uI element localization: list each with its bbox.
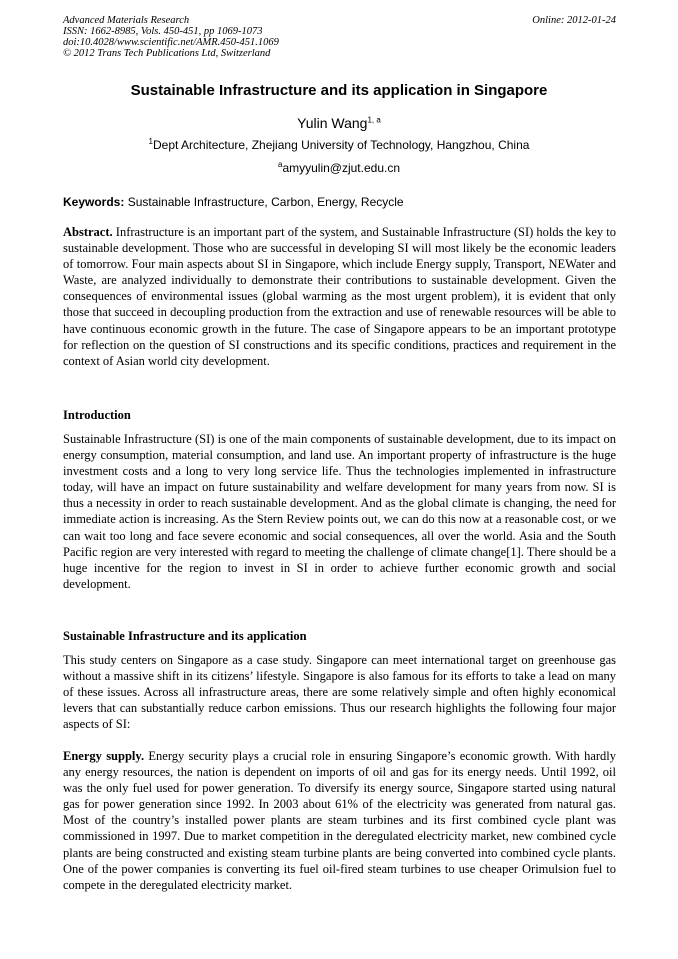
section-heading: Sustainable Infrastructure and its application <box>63 629 307 643</box>
online-date: Online: 2012-01-24 <box>532 15 616 26</box>
affiliation-text: Dept Architecture, Zhejiang University of Technology, Hangzhou, China <box>153 138 530 152</box>
keywords <box>63 195 616 209</box>
journal-header <box>63 15 616 59</box>
journal-name: Advanced Materials Research <box>63 15 190 26</box>
author-superscript: 1, a <box>367 115 381 125</box>
journal-copyright: © 2012 Trans Tech Publications Ltd, Switzerland <box>63 48 271 59</box>
abstract-label: Abstract. <box>63 225 113 239</box>
paper-title: Sustainable Infrastructure and its application in Singapore <box>130 82 548 99</box>
abstract-text: Infrastructure is an important part of the system, and Sustainable Infrastructure (SI) holds the key to sustainable development. Those who are successful in developing SI will most likely be the economic leaders of tomorrow. Four main aspects about SI in Singapore, which include Energy supply, Transport, NEWater and Waste, are analyzed individually to demonstrate their contributions to sustainable development. Given the consequences of environmental issues (global warming as the most urgent problem), it is evident that only those that succeed in decoupling production from the extraction and use of renewable resources will be able to have continuous economic growth in the future. The case of Singapore appears to be an important prototype for reflection on the question of SI constructions and its specific conditions, practices and requirement in the context of Asian world city development. <box>63 225 616 368</box>
affiliation <box>0 138 678 152</box>
affiliation-superscript: 1 <box>148 137 153 146</box>
introduction-paragraph: Sustainable Infrastructure (SI) is one of the main components of sustainable development, due to its impact on energy consumption, material consumption, and land use. An important property of infrastructure is the huge investment costs and a long to very long service life. Thus the technologies implemented in infrastructure today, will have an impact on future sustainability and welfare development for many years from now. SI is thus a necessity in order to reach sustainable development. And as the global climate is changing, the need for immediate action is increasing. As the Stern Review points out, we can do this now at a reasonable cost, or we can wait too long and face severe economic and social consequences, all over the world. Asia and the South Pacific region are very interested with regard to meeting the challenge of climate change[1]. There should be a huge incentive for the region to invest in SI in order to achieve further economic growth and social development. <box>63 432 617 591</box>
email-superscript: a <box>277 160 283 169</box>
email-address: amyyulin@zjut.edu.cn <box>282 161 401 175</box>
keywords-text: Sustainable Infrastructure, Carbon, Energy, Recycle <box>124 195 404 209</box>
email-line <box>0 161 678 175</box>
keywords-label: Keywords: <box>63 195 125 209</box>
abstract-paragraph <box>63 224 616 369</box>
journal-issn: ISSN: 1662-8985, Vols. 450-451, pp 1069-1073 <box>63 26 263 37</box>
energy-paragraph <box>63 748 616 893</box>
journal-doi: doi:10.4028/www.scientific.net/AMR.450-451.1069 <box>63 37 279 48</box>
section-paragraph: This study centers on Singapore as a case study. Singapore can meet international target on greenhouse gas without a massive shift in its citizens’ lifestyle. Singapore is also famous for its efforts to take a lead on many of these issues. Across all infrastructure areas, there are some relatively simple and often highly economical levers that can substantially reduce carbon emissions. Thus our research highlights the following four major aspects of SI: <box>63 653 616 732</box>
author-name: Yulin Wang <box>297 115 368 131</box>
energy-text: Energy security plays a crucial role in ensuring Singapore’s economic growth. With hardly any energy resources, the nation is dependent on imports of oil and gas for its energy needs. Until 1992, oil was the only fuel used for power generation. To diversify its energy source, Singapore started using natural gas for power generation since 1992. In 2003 about 61% of the electricity was generated from natural gas. Most of the country’s installed power plants are steam turbines and its first combined cycle plant was commissioned in 1997. Due to market competition in the deregulated electricity market, new combined cycle plants are being constructed and existing steam turbine plants are being converted into combined cycle plants. One of the power companies is converting its fuel oil-fired steam turbines to use cheaper Orimulsion fuel to compete in the deregulated electricity market. <box>63 749 616 892</box>
introduction-heading: Introduction <box>63 408 131 422</box>
author-line <box>0 115 678 131</box>
energy-label: Energy supply. <box>63 749 145 763</box>
